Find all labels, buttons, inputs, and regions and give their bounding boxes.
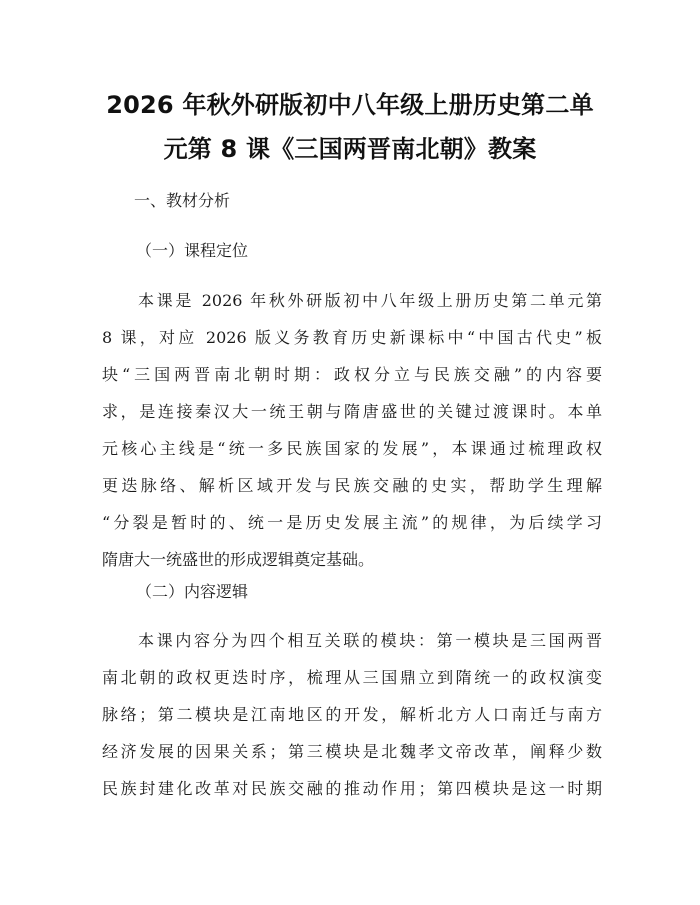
paragraph-line: 元核心主线是“统一多民族国家的发展”，本课通过梳理政权 — [102, 439, 602, 458]
section-heading-teaching-material-analysis: 一、教材分析 — [134, 191, 231, 210]
document-title-line-2: 元第 8 课《三国两晋南北朝》教案 — [163, 135, 537, 163]
paragraph-line: 隋唐大一统盛世的形成逻辑奠定基础。 — [102, 550, 375, 569]
paragraph-line: 本课是 2026 年秋外研版初中八年级上册历史第二单元第 — [138, 291, 602, 310]
paragraph-line: 脉络；第二模块是江南地区的开发，解析北方人口南迁与南方 — [102, 705, 602, 724]
paragraph-line: 南北朝的政权更迭时序，梳理从三国鼎立到隋统一的政权演变 — [102, 668, 602, 687]
subsection-heading-content-logic: （二）内容逻辑 — [136, 582, 249, 601]
document-title-line-1: 2026 年秋外研版初中八年级上册历史第二单 — [106, 91, 594, 119]
paragraph-line: 经济发展的因果关系；第三模块是北魏孝文帝改革，阐释少数 — [102, 742, 602, 761]
paragraph-line: 本课内容分为四个相互关联的模块：第一模块是三国两晋 — [138, 631, 602, 650]
paragraph-line: 块“三国两晋南北朝时期：政权分立与民族交融”的内容要 — [102, 365, 602, 384]
paragraph-line: 8 课，对应 2026 版义务教育历史新课标中“中国古代史”板 — [102, 328, 602, 347]
paragraph-line: 民族封建化改革对民族交融的推动作用；第四模块是这一时期 — [102, 779, 602, 798]
paragraph-line: 求，是连接秦汉大一统王朝与隋唐盛世的关键过渡课时。本单 — [102, 402, 602, 421]
paragraph-line: “分裂是暂时的、统一是历史发展主流”的规律，为后续学习 — [102, 513, 602, 532]
paragraph-line: 更迭脉络、解析区域开发与民族交融的史实，帮助学生理解 — [102, 476, 602, 495]
paragraph-content-logic — [102, 630, 602, 815]
paragraph-course-positioning — [102, 290, 602, 586]
subsection-heading-course-positioning: （一）课程定位 — [136, 241, 249, 260]
